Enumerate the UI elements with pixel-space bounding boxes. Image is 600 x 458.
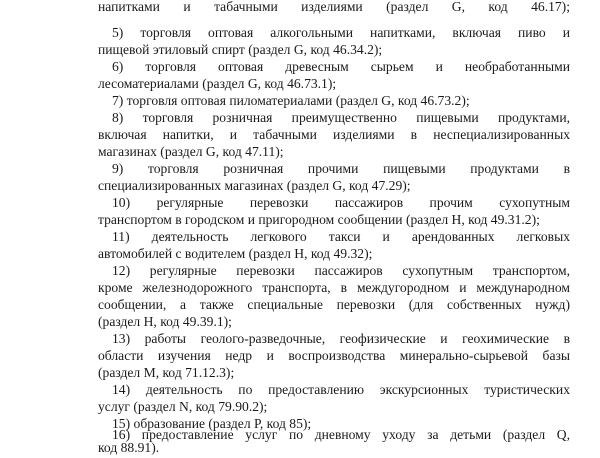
list-item-12-line-2: кроме железнодорожного транспорта, в междугородном и международном <box>98 280 570 295</box>
list-item-8-line-3: магазинах (раздел G, код 47.11); <box>98 144 284 159</box>
list-item-12-line-3: сообщении, а также специальные перевозки (для собственных нужд) <box>98 297 570 312</box>
list-item-14-line-1: 14) деятельность по предоставлению экскурсионных туристических <box>112 382 570 397</box>
list-item-13-line-3: (раздел М, код 71.12.3); <box>98 365 235 380</box>
list-item-5-line-2: пищевой этиловый спирт (раздел G, код 46.34.2); <box>98 42 383 57</box>
list-item-12-line-4: (раздел Н, код 49.39.1); <box>98 314 232 329</box>
list-item-9-line-2: специализированных магазинах (раздел G, код 47.29); <box>98 178 411 193</box>
list-item-10-line-2: транспортом в городском и пригородном сообщении (раздел Н, код 49.31.2); <box>98 212 540 227</box>
list-item-6-line-2: лесоматериалами (раздел G, код 46.73.1); <box>98 76 337 91</box>
list-item-15-line-1: 15) образование (раздел Р, код 85); <box>112 416 312 431</box>
list-item-13-line-1: 13) работы геолого-разведочные, геофизические и геохимические в <box>112 331 570 346</box>
list-item-10-line-1: 10) регулярные перевозки пассажиров прочим сухопутным <box>112 195 570 210</box>
list-item-8-line-1: 8) торговля розничная преимущественно пищевыми продуктами, <box>112 110 570 125</box>
list-item-12-line-1: 12) регулярные перевозки пассажиров сухопутным транспортом, <box>112 263 570 278</box>
list-item-11-line-1: 11) деятельность легкового такси и арендованных легковых <box>112 229 570 244</box>
text-line-1: напитками и табачными изделиями (раздел G, код 46.17); <box>98 0 570 14</box>
list-item-16-line-1: 16) предоставление услуг по дневному уходу за детьми (раздел Q, <box>112 427 570 442</box>
list-item-6-line-1: 6) торговля оптовая древесным сырьем и необработанными <box>112 59 570 74</box>
list-item-16-line-2: код 88.91). <box>98 440 160 455</box>
list-item-7-line-1: 7) торговля оптовая пиломатериалами (раздел G, код 46.73.2); <box>112 93 470 108</box>
list-item-13-line-2: области изучения недр и воспроизводства минерально-сырьевой базы <box>98 348 570 363</box>
list-item-5-line-1: 5) торговля оптовая алкогольными напитками, включая пиво и <box>112 25 570 40</box>
list-item-14-line-2: услуг (раздел N, код 79.90.2); <box>98 399 268 414</box>
list-item-8-line-2: включая напитки, и табачными изделиями в неспециализированных <box>98 127 570 142</box>
list-item-9-line-1: 9) торговля розничная прочими пищевыми продуктами в <box>112 161 570 176</box>
list-item-11-line-2: автомобилей с водителем (раздел Н, код 49.32); <box>98 246 373 261</box>
